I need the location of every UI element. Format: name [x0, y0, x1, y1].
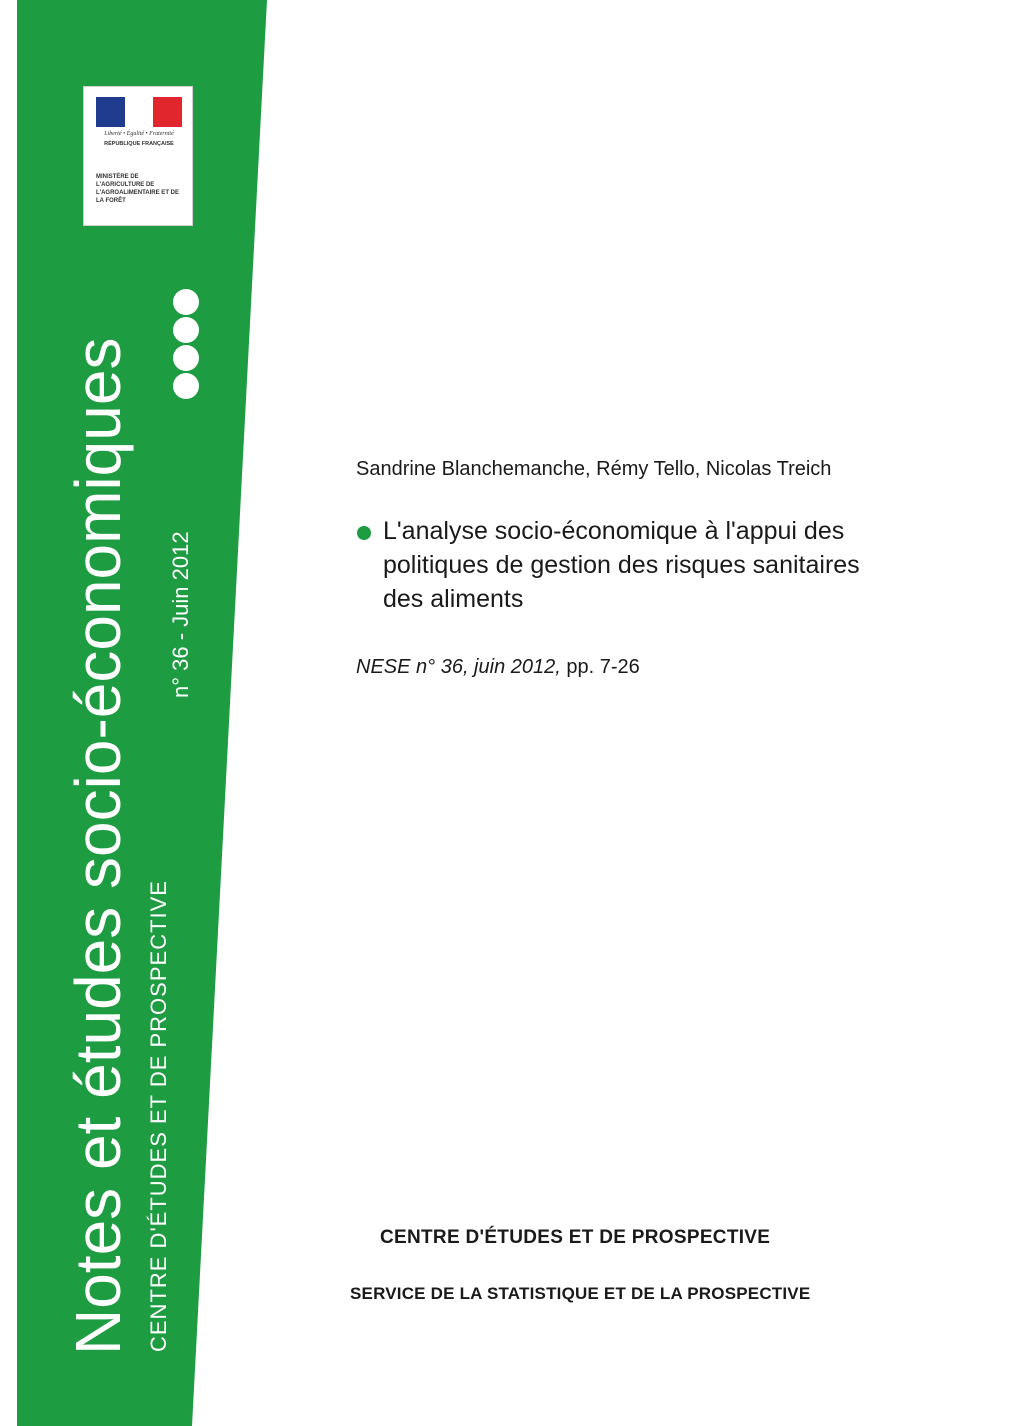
logo-motto: Liberté • Égalité • Fraternité — [104, 131, 174, 137]
article-authors: Sandrine Blanchemanche, Rémy Tello, Nicolas Treich — [356, 458, 832, 480]
logo-ministry: MINISTÈRE DE L'AGRICULTURE DE L'AGROALIMENTAIRE ET DE LA FORÊT — [96, 174, 179, 204]
series-title: Notes et études socio-économiques — [62, 337, 134, 1355]
bullet-dot-icon — [357, 526, 371, 540]
citation-pages: pp. 7-26 — [566, 656, 640, 678]
article-citation — [356, 656, 640, 679]
issue-label: n° 36 - Juin 2012 — [168, 531, 193, 698]
logo-republic: RÉPUBLIQUE FRANÇAISE — [104, 141, 174, 147]
decorative-dot-icon — [173, 345, 199, 371]
article-title: L'analyse socio-économique à l'appui des politiques de gestion des risques sanitaires des aliments — [383, 517, 860, 613]
decorative-dot-icon — [173, 373, 199, 399]
footer-service: SERVICE DE LA STATISTIQUE ET DE LA PROSPECTIVE — [350, 1284, 811, 1303]
french-flag-icon — [96, 97, 182, 127]
decorative-dot-icon — [173, 317, 199, 343]
decorative-dot-icon — [173, 289, 199, 315]
centre-subtitle: CENTRE D'ÉTUDES ET DE PROSPECTIVE — [146, 880, 171, 1352]
footer-centre: CENTRE D'ÉTUDES ET DE PROSPECTIVE — [380, 1227, 771, 1248]
ministry-logo — [83, 86, 193, 226]
citation-journal: NESE n° 36, juin 2012, — [356, 656, 561, 678]
